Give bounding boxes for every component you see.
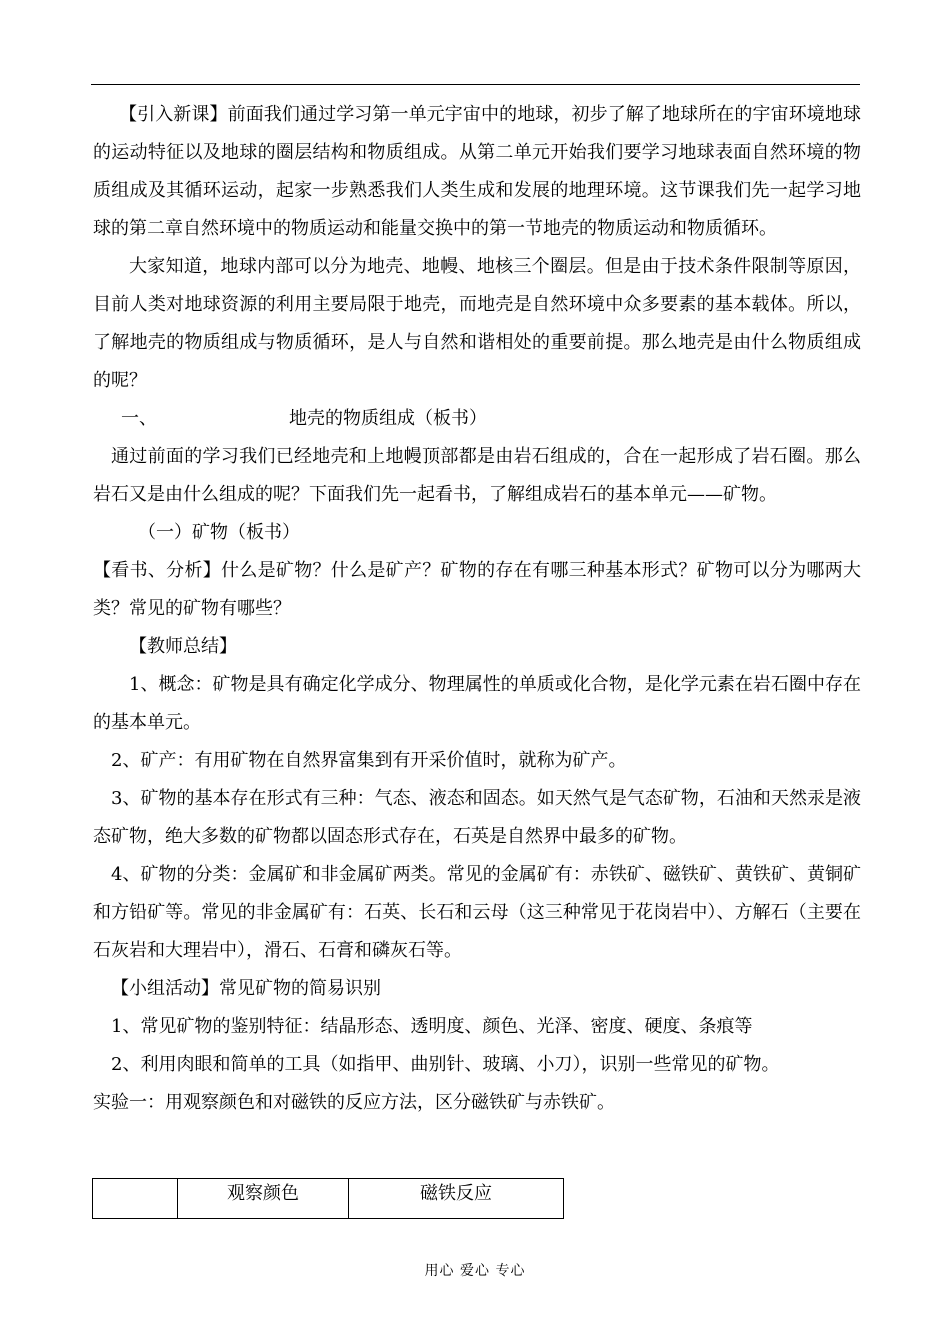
section-title: 地壳的物质组成（板书） xyxy=(289,408,487,429)
crust-paragraph: 大家知道，地球内部可以分为地壳、地幔、地核三个圈层。但是由于技术条件限制等原因，目前人类对地球资源的利用主要局限于地壳，而地壳是自然环境中众多要素的基本载体。所以，了解地壳的物质组成与物质循环，是人与自然和谐相处的重要前提。那么地壳是由什么物质组成的呢？ xyxy=(93,256,861,391)
table-header-color: 观察颜色 xyxy=(178,1179,349,1219)
table-cell-blank xyxy=(93,1179,178,1219)
teacher-summary-heading: 【教师总结】 xyxy=(129,636,237,657)
rock-paragraph: 通过前面的学习我们已经地壳和上地幔顶部都是由岩石组成的，合在一起形成了岩石圈。那么岩石又是由什么组成的呢？下面我们先一起看书，了解组成岩石的基本单元——矿物。 xyxy=(93,446,861,505)
intro-paragraph: 【引入新课】前面我们通过学习第一单元宇宙中的地球，初步了解了地球所在的宇宙环境地球的运动特征以及地球的圈层结构和物质组成。从第二单元开始我们要学习地球表面自然环境的物质组成及其循环运动，起家一步熟悉我们人类生成和发展的地理环境。这节课我们先一起学习地球的第二章自然环境中的物质运动和能量交换中的第一节地壳的物质运动和物质循环。 xyxy=(93,104,861,239)
table-header-magnet: 磁铁反应 xyxy=(349,1179,564,1219)
document-body xyxy=(93,96,861,1122)
page-footer: 用心 爱心 专心 xyxy=(424,1263,526,1279)
summary-point: 4、矿物的分类：金属矿和非金属矿两类。常见的金属矿有：赤铁矿、磁铁矿、黄铁矿、黄铜矿和方铅矿等。常见的非金属矿有：石英、长石和云母（这三种常见于花岗岩中）、方解石（主要在石灰岩和大理岩中），滑石、石膏和磷灰石等。 xyxy=(93,864,861,961)
observation-table xyxy=(92,1178,564,1219)
summary-point: 3、矿物的基本存在形式有三种：气态、液态和固态。如天然气是气态矿物，石油和天然汞是液态矿物，绝大多数的矿物都以固态形式存在，石英是自然界中最多的矿物。 xyxy=(93,788,861,847)
activity-item: 1、常见矿物的鉴别特征：结晶形态、透明度、颜色、光泽、密度、硬度、条痕等 xyxy=(111,1016,753,1037)
table-row xyxy=(93,1179,564,1219)
reading-task: 【看书、分析】什么是矿物？什么是矿产？矿物的存在有哪三种基本形式？矿物可以分为哪两大类？常见的矿物有哪些？ xyxy=(93,560,861,619)
header-rule xyxy=(91,84,860,85)
summary-point: 1、概念：矿物是具有确定化学成分、物理属性的单质或化合物，是化学元素在岩石圈中存在的基本单元。 xyxy=(93,674,861,733)
section-heading xyxy=(93,400,861,438)
experiment-one: 实验一：用观察颜色和对磁铁的反应方法，区分磁铁矿与赤铁矿。 xyxy=(93,1092,615,1113)
group-activity-heading: 【小组活动】常见矿物的简易识别 xyxy=(111,978,381,999)
activity-item: 2、利用肉眼和简单的工具（如指甲、曲别针、玻璃、小刀），识别一些常见的矿物。 xyxy=(111,1054,780,1075)
section-number: 一、 xyxy=(121,408,157,429)
subsection-heading: （一）矿物（板书） xyxy=(138,522,300,543)
summary-point: 2、矿产：有用矿物在自然界富集到有开采价值时，就称为矿产。 xyxy=(111,750,627,771)
